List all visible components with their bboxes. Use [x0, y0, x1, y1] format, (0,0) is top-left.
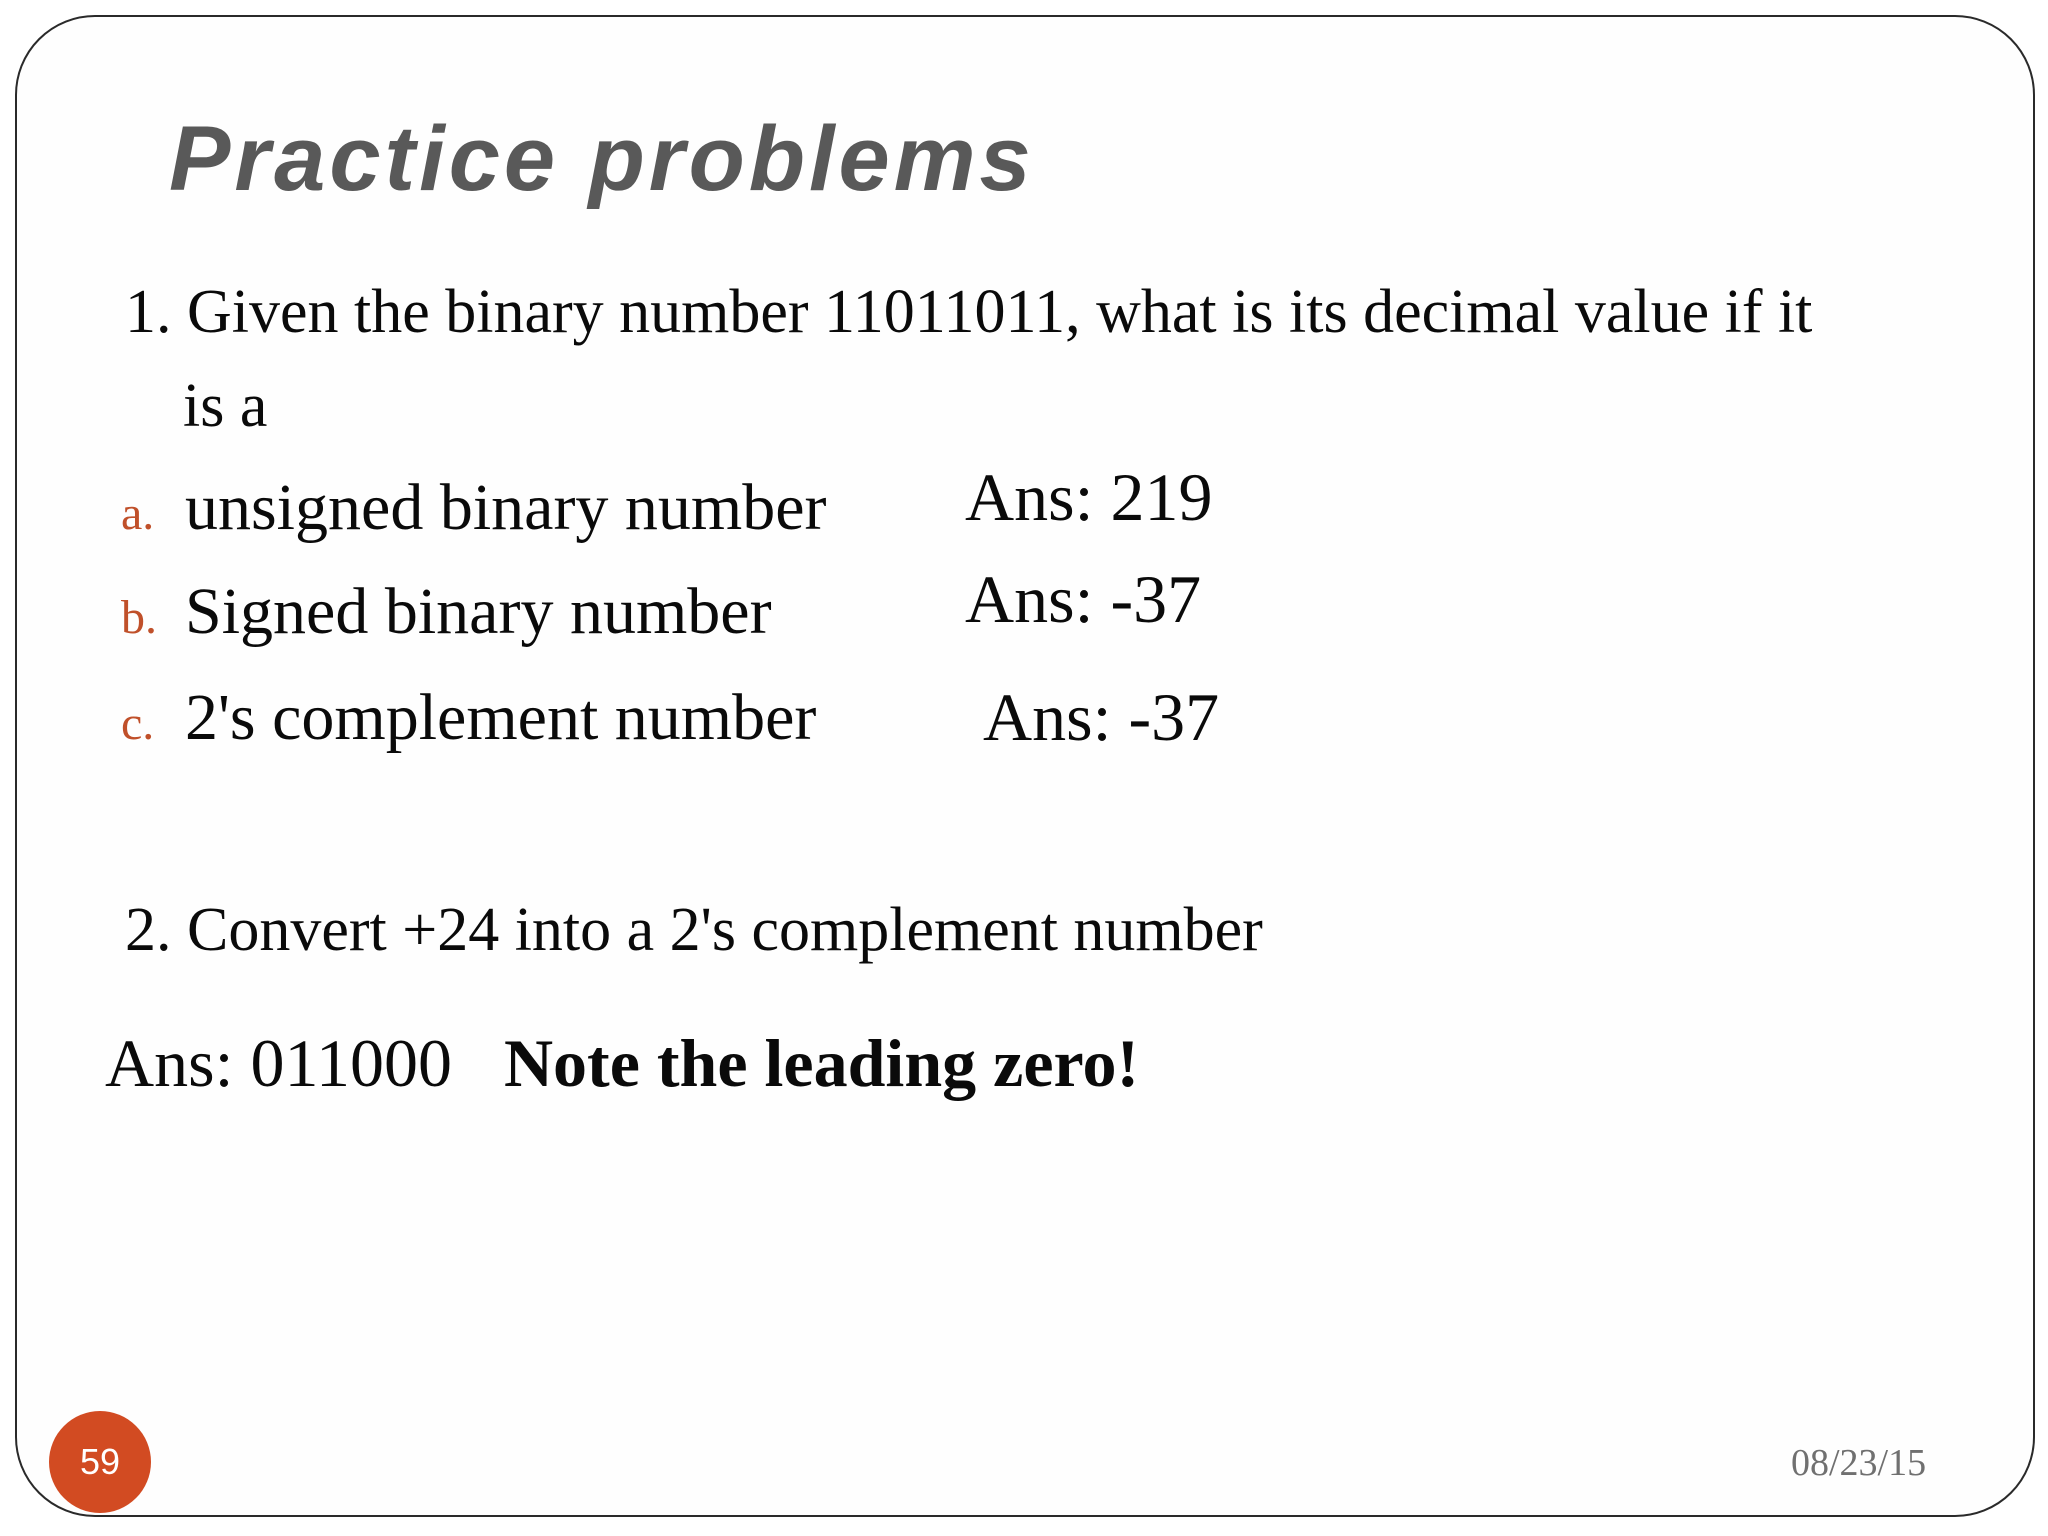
answer-2 — [105, 1025, 1140, 1101]
slide-title: Practice problems — [169, 108, 1035, 210]
list-item-c-text: 2's complement number — [185, 681, 817, 754]
slide-date: 08/23/15 — [1791, 1442, 1927, 1484]
question-1-line-1: 1. Given the binary number 11011011, what is its decimal value if it — [125, 278, 1813, 346]
question-2: 2. Convert +24 into a 2's complement number — [125, 896, 1263, 964]
list-item-a-text: unsigned binary number — [185, 471, 827, 544]
answer-a: Ans: 219 — [965, 459, 1213, 535]
list-marker-c: c. — [121, 697, 155, 750]
list-item-c — [121, 681, 817, 754]
answer-2-value: Ans: 011000 — [105, 1025, 452, 1101]
list-marker-b: b. — [121, 591, 157, 644]
slide-frame — [15, 15, 2035, 1517]
list-item-b-text: Signed binary number — [185, 575, 772, 648]
list-item-b — [121, 575, 772, 648]
page-number-badge: 59 — [49, 1411, 151, 1513]
answer-c: Ans: -37 — [983, 679, 1220, 755]
answer-2-note: Note the leading zero! — [503, 1025, 1140, 1101]
list-marker-a: a. — [121, 487, 155, 540]
list-item-a — [121, 471, 827, 544]
question-1-line-2: is a — [183, 372, 268, 440]
answer-b: Ans: -37 — [965, 561, 1202, 637]
